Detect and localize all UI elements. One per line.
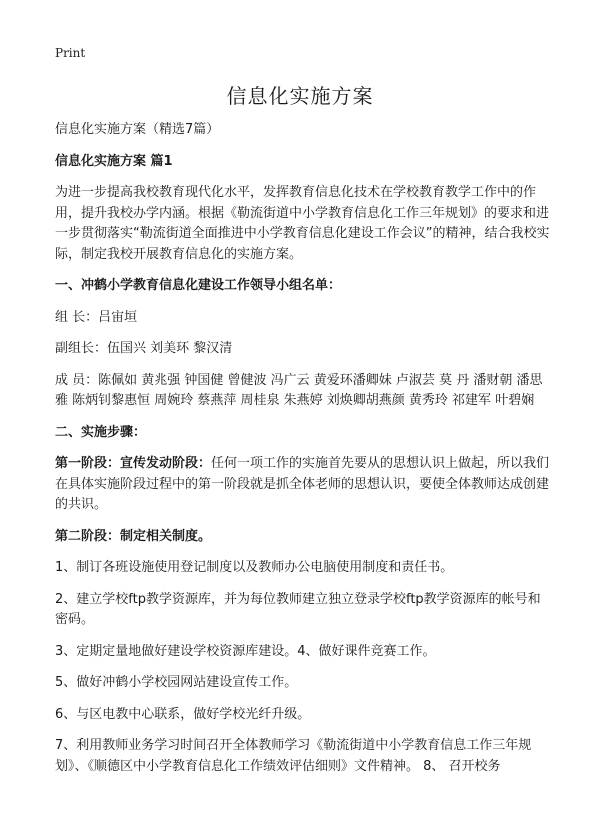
- stage2-heading: 第二阶段：制定相关制度。: [55, 528, 212, 544]
- list-item: 7、利用教师业务学习时间召开全体教师学习《勒流街道中小学教育信息工作三年规划》、《顺德区中小学教育信息化工作绩效评估细则》文件精神。 8、 召开校务: [55, 738, 532, 774]
- section-heading-steps: 二、实施步骤：: [55, 424, 147, 440]
- list-item: 3、定期定量地做好建设学校资源库建设。4、做好课件竞赛工作。: [55, 643, 436, 659]
- stage1-label: 第一阶段：宣传发动阶段：: [55, 456, 212, 471]
- members-paragraph: 成 员：陈佩如 黄兆强 钟国健 曾健波 冯广云 黄爱环潘卿妹 卢淑芸 莫 丹 潘财朝 潘思雅 陈炳钊黎惠恒 周婉玲 蔡燕萍 周桂泉 朱燕婷 刘焕卿胡燕颜 黄秀玲 祁建军 叶碧娴: [55, 372, 543, 408]
- list-item: 6、与区电教中心联系，做好学校光纤升级。: [55, 706, 311, 722]
- deputy-line: 副组长：伍国兴 刘美环 黎汉清: [55, 341, 233, 356]
- list-item: 1、制订各班设施使用登记制度以及教师办公电脑使用制度和责任书。: [55, 560, 454, 575]
- intro-paragraph: 为进一步提高我校教育现代化水平，发挥教育信息化技术在学校教育教学工作中的作用，提升我校办学内涵。根据《勒流街道中小学教育信息化工作三年规划》的要求和进一步贯彻落实“勒流街道全面推进中小学教育信息化建设工作会议”的精神，结合我校实际，制定我校开展教育信息化的实施方案。: [55, 185, 550, 262]
- part-heading: 信息化实施方案 篇1: [55, 153, 173, 169]
- list-item: 5、做好冲鹤小学校园网站建设宣传工作。: [55, 675, 298, 690]
- document-title: 信息化实施方案: [226, 84, 374, 108]
- document-body: [55, 120, 551, 788]
- document-subtitle: 信息化实施方案（精选7篇）: [55, 122, 220, 137]
- leader-line: 组 长：吕宙垣: [55, 309, 138, 325]
- stage1-paragraph: [55, 454, 551, 516]
- list-item: 2、建立学校ftp教学资源库，并为每位教师建立独立登录学校ftp教学资源库的帐号和密码。: [55, 591, 541, 627]
- section-heading-leadership: 一、冲鹤小学教育信息化建设工作领导小组名单：: [55, 278, 342, 293]
- print-label: Print: [55, 46, 86, 60]
- stage1-text: 任何一项工作的实施首先要从的思想认识上做起，所以我们在具体实施阶段过程中的第一阶段就是抓全体老师的思想认识，要使全体教师达成创建的共识。: [55, 456, 550, 512]
